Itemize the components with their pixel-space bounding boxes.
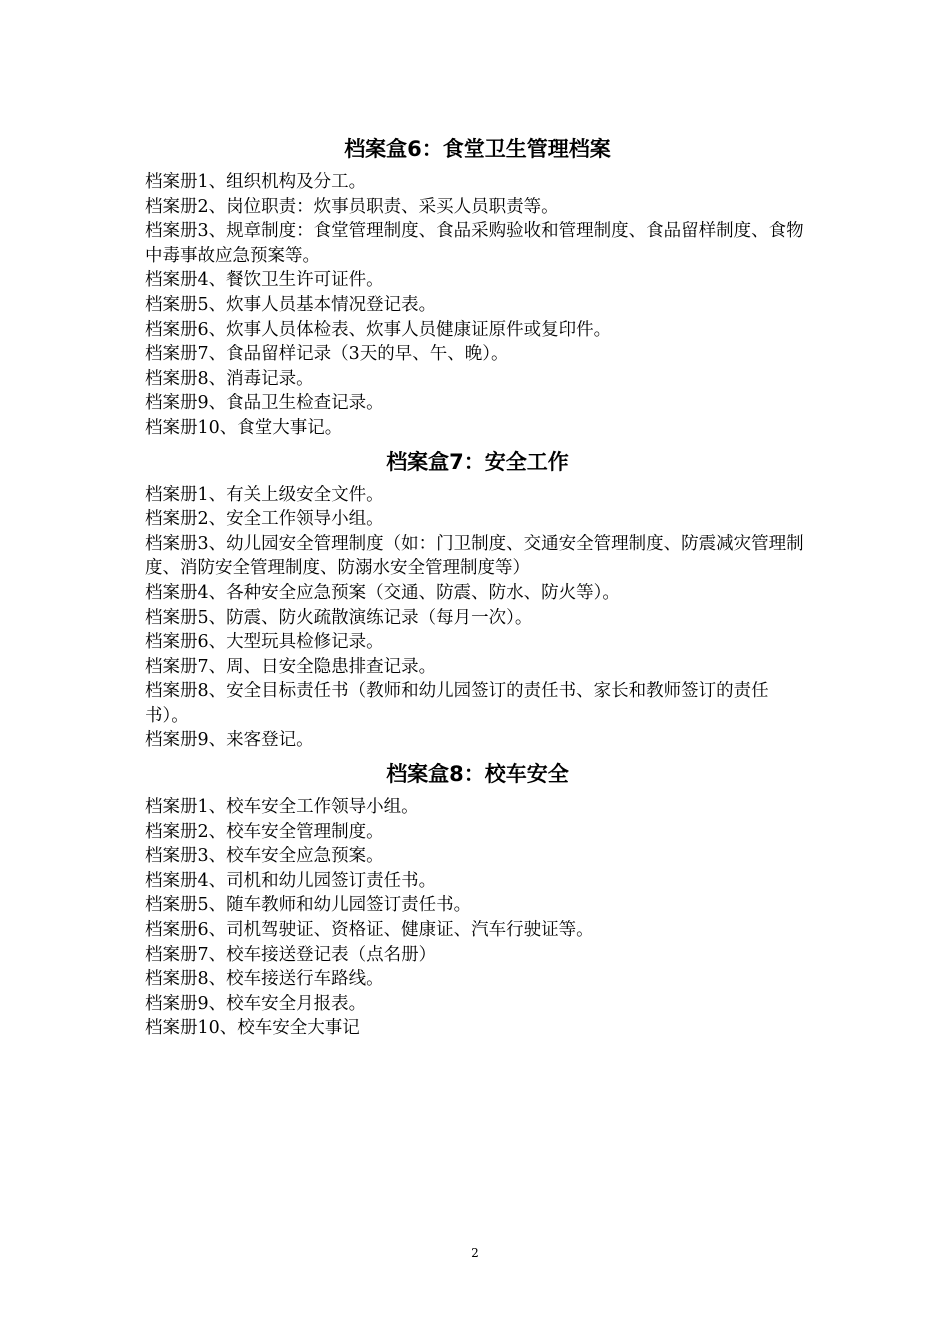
list-item: 档案册3、幼儿园安全管理制度（如：门卫制度、交通安全管理制度、防震减灾管理制度、消防安全管理制度、防溺水安全管理制度等） bbox=[145, 533, 804, 579]
list-item: 档案册9、来客登记。 bbox=[145, 730, 314, 751]
list-item: 档案册7、食品留样记录（3天的早、午、晚）。 bbox=[145, 344, 509, 365]
list-item: 档案册3、规章制度：食堂管理制度、食品采购验收和管理制度、食品留样制度、食物中毒事故应急预案等。 bbox=[145, 221, 804, 266]
list-item: 档案册5、炊事人员基本情况登记表。 bbox=[145, 294, 437, 315]
list-item: 档案册6、炊事人员体检表、炊事人员健康证原件或复印件。 bbox=[145, 319, 612, 340]
list-item: 档案册1、校车安全工作领导小组。 bbox=[145, 797, 419, 818]
list-item: 档案册5、防震、防火疏散演练记录（每月一次）。 bbox=[145, 607, 533, 628]
section-title: 档案盒6：食堂卫生管理档案 bbox=[344, 137, 611, 161]
list-item: 档案册7、周、日安全隐患排查记录。 bbox=[145, 656, 437, 677]
list-item: 档案册2、校车安全管理制度。 bbox=[145, 821, 384, 842]
list-item: 档案册2、安全工作领导小组。 bbox=[145, 509, 384, 530]
list-item: 档案册1、有关上级安全文件。 bbox=[145, 484, 384, 505]
list-item: 档案册2、岗位职责：炊事员职责、采买人员职责等。 bbox=[145, 196, 559, 217]
list-item: 档案册10、校车安全大事记 bbox=[145, 1018, 360, 1039]
document-body bbox=[145, 130, 810, 1047]
list-item: 档案册9、食品卫生检查记录。 bbox=[145, 393, 384, 414]
page-number: 2 bbox=[471, 1246, 479, 1260]
list-item: 档案册4、司机和幼儿园签订责任书。 bbox=[145, 870, 437, 891]
list-item: 档案册1、组织机构及分工。 bbox=[145, 172, 367, 192]
list-item: 档案册8、消毒记录。 bbox=[145, 368, 314, 389]
list-item: 档案册3、校车安全应急预案。 bbox=[145, 846, 384, 867]
list-item: 档案册5、随车教师和幼儿园签订责任书。 bbox=[145, 895, 472, 916]
section-box-6 bbox=[145, 134, 810, 441]
list-item: 档案册4、各种安全应急预案（交通、防震、防水、防火等）。 bbox=[145, 582, 620, 603]
section-title: 档案盒8：校车安全 bbox=[386, 762, 569, 787]
list-item: 档案册8、校车接送行车路线。 bbox=[145, 969, 384, 990]
list-item: 档案册10、食堂大事记。 bbox=[145, 417, 343, 438]
section-title: 档案盒7：安全工作 bbox=[386, 449, 569, 474]
section-box-8 bbox=[145, 759, 810, 1041]
list-item: 档案册7、校车接送登记表（点名册） bbox=[145, 944, 437, 965]
list-item: 档案册4、餐饮卫生许可证件。 bbox=[145, 270, 384, 291]
list-item: 档案册8、安全目标责任书（教师和幼儿园签订的责任书、家长和教师签订的责任书）。 bbox=[145, 681, 769, 726]
list-item: 档案册6、司机驾驶证、资格证、健康证、汽车行驶证等。 bbox=[145, 920, 594, 941]
list-item: 档案册9、校车安全月报表。 bbox=[145, 993, 367, 1014]
section-box-7 bbox=[145, 447, 810, 754]
list-item: 档案册6、大型玩具检修记录。 bbox=[145, 632, 384, 653]
